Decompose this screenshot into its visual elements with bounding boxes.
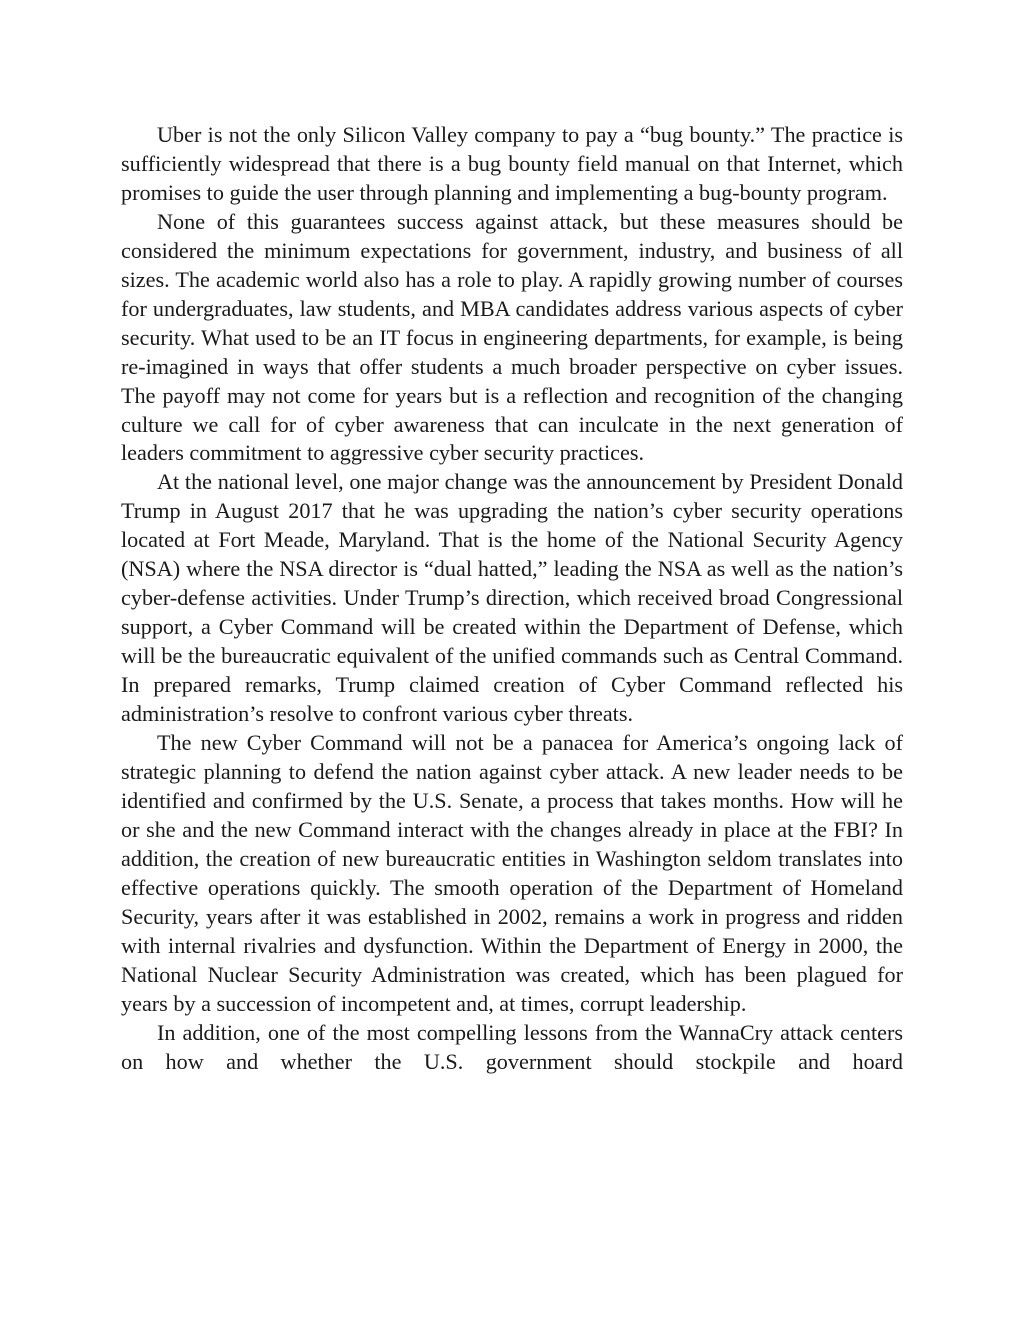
paragraph-wannacry: In addition, one of the most compelling lessons from the WannaCry attack centers on how and whether the U.S. government should stockpile and hoard: [121, 1019, 903, 1074]
paragraph-minimum-expectations: None of this guarantees success against attack, but these measures should be considered the minimum expectations for government, industry, and business of all sizes. The academic world also has a role to play. A rapidly growing number of courses for undergraduates, law students, and MBA candidates address various aspects of cyber security. What used to be an IT focus in engineering departments, for example, is being re-imagined in ways that offer students a much broader perspective on cyber issues. The payoff may not come for years but is a reflection and recognition of the changing culture we call for of cyber awareness that can inculcate in the next generation of leaders commitment to aggressive cyber security practices.: [121, 208, 903, 466]
paragraph-cyber-command: The new Cyber Command will not be a panacea for America’s ongoing lack of strategic planning to defend the nation against cyber attack. A new leader needs to be identified and confirmed by the U.S. Senate, a process that takes months. How will he or she and the new Command interact with the changes already in place at the FBI? In addition, the creation of new bureaucratic entities in Washington seldom translates into effective operations quickly. The smooth operation of the Department of Homeland Security, years after it was established in 2002, remains a work in progress and ridden with internal rivalries and dysfunction. Within the Department of Energy in 2000, the National Nuclear Security Administration was created, which has been plagued for years by a succession of incompetent and, at times, corrupt leadership.: [121, 730, 903, 1016]
document-page: [121, 121, 903, 1076]
paragraph-national-level: At the national level, one major change was the announcement by President Donald Trump in August 2017 that he was upgrading the nation’s cyber security operations located at Fort Meade, Maryland. That is the home of the National Security Agency (NSA) where the NSA director is “dual hatted,” leading the NSA as well as the nation’s cyber-defense activities. Under Trump’s direction, which received broad Congressional support, a Cyber Command will be created within the Department of Defense, which will be the bureaucratic equivalent of the unified commands such as Central Command. In prepared remarks, Trump claimed creation of Cyber Command reflected his administration’s resolve to confront various cyber threats.: [121, 469, 903, 727]
paragraph-bug-bounty: Uber is not the only Silicon Valley company to pay a “bug bounty.” The practice is sufficiently widespread that there is a bug bounty field manual on that Internet, which promises to guide the user through planning and implementing a bug-bounty program.: [121, 122, 903, 205]
